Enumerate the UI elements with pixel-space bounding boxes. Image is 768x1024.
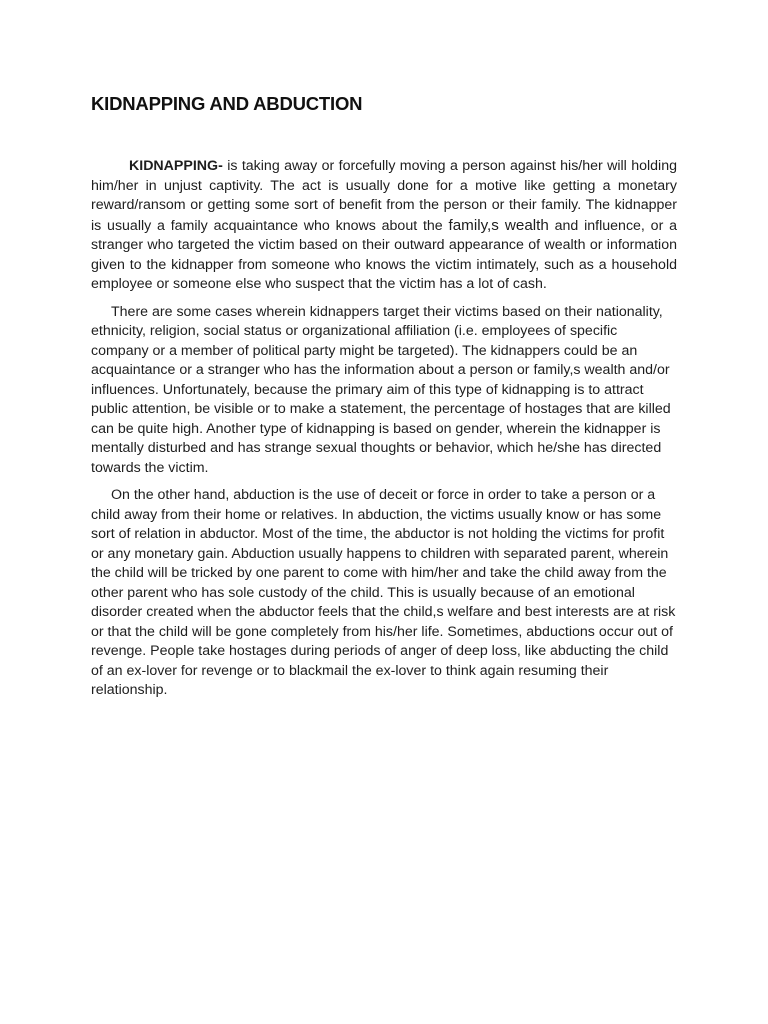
- lead-term: KIDNAPPING-: [129, 158, 223, 174]
- paragraph-kidnapping-definition: [91, 157, 677, 295]
- paragraph-1-text-a: is taking away or forcefully moving a person against his/her will holding him/her in unjust captivity. The act is usually done for a motive like getting a monetary reward/ransom or getting some sort of benefit from the person or their family. The kidnapper is usually a family acquaintance who knows about the: [91, 158, 677, 234]
- paragraph-kidnapping-cases: There are some cases wherein kidnappers target their victims based on their nationality, ethnicity, religion, social status or organizational affiliation (i.e. employees of specific company or a member of political party might be targeted). The kidnappers could be an acquaintance or a stranger who has the information about a person or family,s wealth and/or influences. Unfortunately, because the primary aim of this type of kidnapping is to attract public attention, be visible or to make a statement, the percentage of hostages that are killed can be quite high. Another type of kidnapping is based on gender, wherein the kidnapper is mentally disturbed and has strange sexual thoughts or behavior, which he/she has directed towards the victim.: [91, 303, 671, 476]
- paragraph-abduction: On the other hand, abduction is the use of deceit or force in order to take a person or a child away from their home or relatives. In abduction, the victims usually know or has some sort of relation in abductor. Most of the time, the abductor is not holding the victims for profit or any monetary gain. Abduction usually happens to children with separated parent, wherein the child will be tricked by one parent to come with him/her and take the child away from the other parent who has sole custody of the child. This is usually because of an emotional disorder created when the abductor feels that the child,s welfare and best interests are at risk or that the child will be gone completely from his/her life. Sometimes, abductions occur out of revenge. People take hostages during periods of anger of deep loss, like abducting the child of an ex-lover for revenge or to blackmail the ex-lover to think again resuming their relationship.: [91, 487, 676, 698]
- paragraph-1-text-b: and influence, or a stranger who targeted the victim based on their outward appearance of wealth or information given to the kidnapper from someone who knows the victim intimately, such as a household employee or someone else who suspect that the victim has a lot of cash.: [91, 217, 677, 292]
- document-page: [91, 92, 677, 709]
- paragraph-1-text-large: family,s wealth: [448, 216, 549, 234]
- document-title: KIDNAPPING AND ABDUCTION: [91, 93, 363, 114]
